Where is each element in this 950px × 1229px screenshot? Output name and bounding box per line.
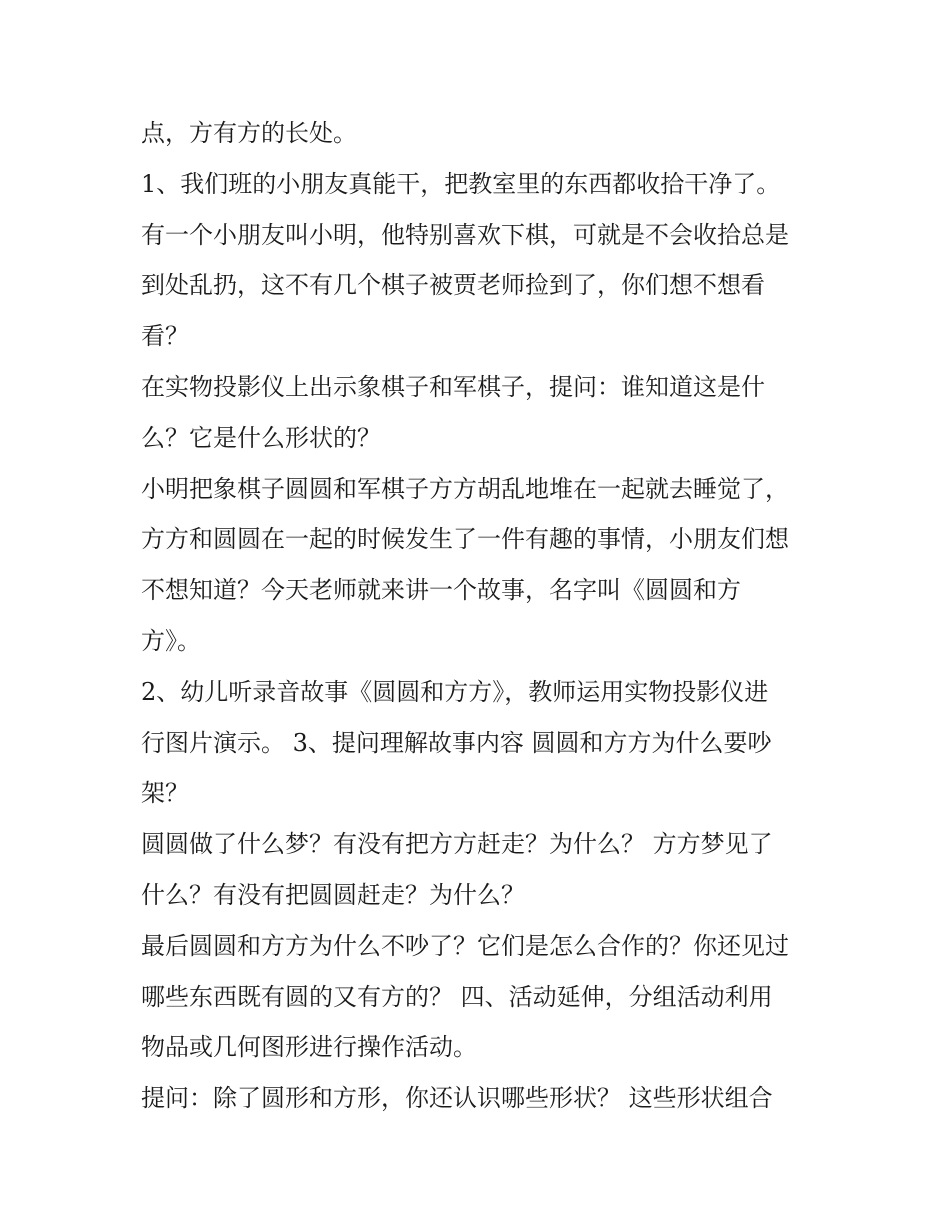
text-line: 到处乱扔，这不有几个棋子被贾老师捡到了，你们想不想看: [141, 271, 765, 300]
text-line: 物品或几何图形进行操作活动。: [141, 1033, 477, 1062]
text-line: 不想知道？今天老师就来讲一个故事，名字叫《圆圆和方: [141, 576, 741, 605]
text-line: 提问：除了圆形和方形，你还认识哪些形状？ 这些形状组合: [141, 1084, 773, 1113]
text-line: 架？: [141, 779, 189, 808]
text-line: 哪些东西既有圆的又有方的？ 四、活动延伸，分组活动利用: [141, 982, 773, 1011]
text-line: 在实物投影仪上出示象棋子和军棋子，提问：谁知道这是什: [141, 372, 765, 401]
text-line: 么？它是什么形状的？: [141, 423, 381, 452]
text-line: 小明把象棋子圆圆和军棋子方方胡乱地堆在一起就去睡觉了，: [141, 474, 789, 503]
text-line: 方方和圆圆在一起的时候发生了一件有趣的事情，小朋友们想: [141, 525, 789, 554]
text-line: 最后圆圆和方方为什么不吵了？它们是怎么合作的？你还见过: [141, 931, 789, 960]
text-line: 圆圆做了什么梦？有没有把方方赶走？为什么？ 方方梦见了: [141, 830, 773, 859]
text-line: 点，方有方的长处。: [141, 119, 357, 147]
text-line: 看？: [141, 322, 189, 351]
text-line: 行图片演示。 3、提问理解故事内容 圆圆和方方为什么要吵: [141, 728, 772, 757]
text-line: 1、我们班的小朋友真能干，把教室里的东西都收拾干净了。: [141, 169, 781, 198]
text-line: 有一个小朋友叫小明，他特别喜欢下棋，可就是不会收拾总是: [141, 220, 789, 249]
body-text: [141, 108, 831, 1124]
text-line: 2、幼儿听录音故事《圆圆和方方》，教师运用实物投影仪进: [141, 677, 769, 706]
text-line: 方》。: [141, 626, 201, 655]
text-line: 什么？有没有把圆圆赶走？为什么？: [141, 880, 525, 909]
